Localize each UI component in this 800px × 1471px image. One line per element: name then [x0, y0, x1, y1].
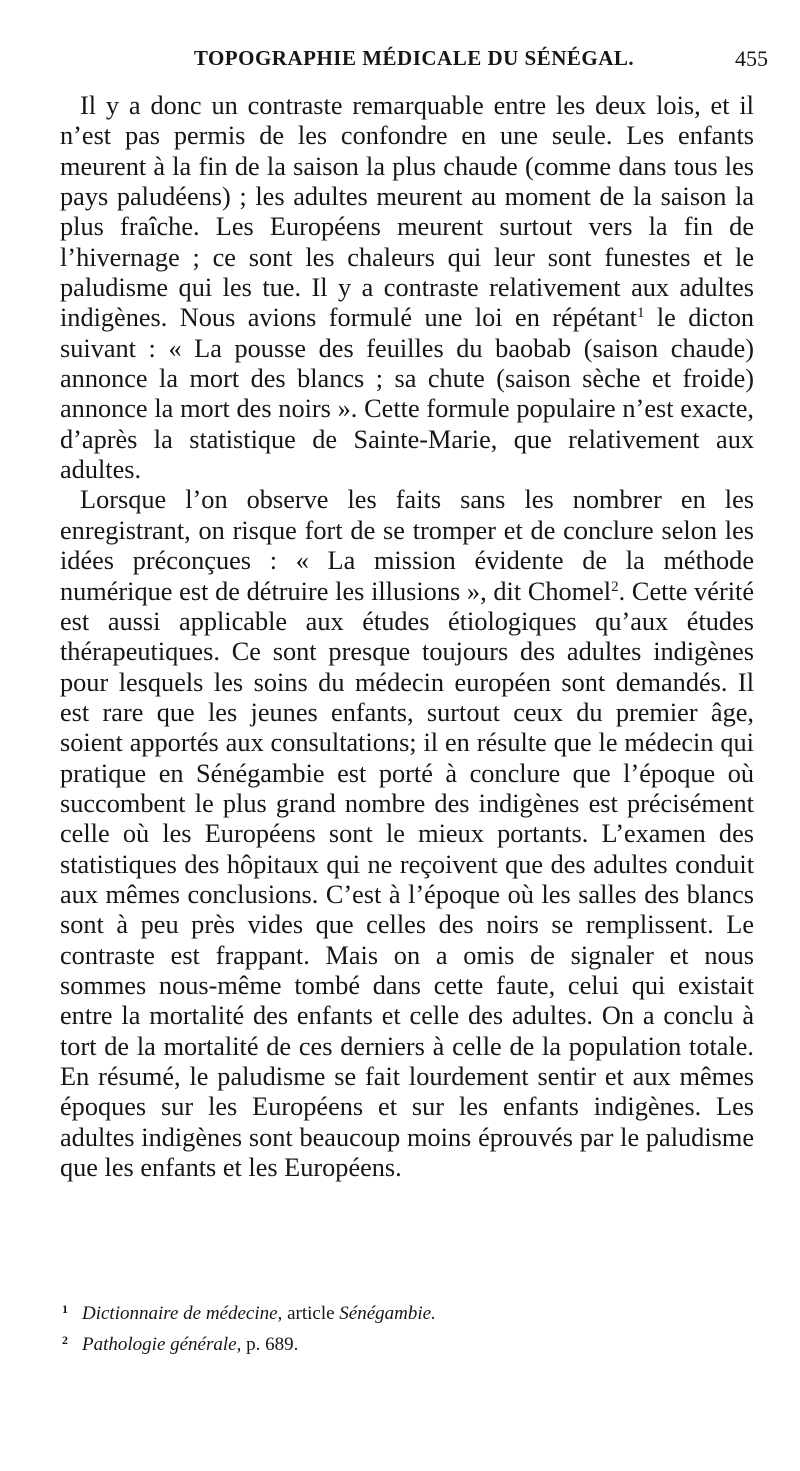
footnote-ref-2: 2	[611, 578, 619, 595]
paragraph-2	[60, 485, 754, 1183]
footnote-1	[62, 1296, 762, 1327]
footnote-title: Pathologie générale,	[82, 1334, 242, 1355]
footnote-text: p. 689.	[241, 1334, 299, 1355]
footnote-ref-1: 1	[636, 305, 645, 322]
paragraph-1-text-b: le dicton suivant : « La pousse des feuilles du baobab (saison chaude) annonce la mort des blancs ; sa chute (saison sèche et froide) annonce la mort des noirs ». Cette formule populaire n’est exacte, d’après la statistique de Sainte-Marie, que relativement aux adultes.	[60, 303, 754, 485]
paragraph-2-text-a: Lorsque l’on observe les faits sans les nombrer en les enregistrant, on risque fort de se tromper et de conclure selon les idées préconçues : « La mission évidente de la méthode numérique est de détruire les illusions », dit Chomel	[60, 485, 754, 606]
footnote-2	[62, 1327, 762, 1358]
paragraph-1	[60, 91, 754, 485]
footnote-text: article	[282, 1303, 340, 1324]
running-head	[60, 46, 768, 76]
running-title: TOPOGRAPHIE MÉDICALE DU SÉNÉGAL.	[193, 46, 635, 70]
footnote-title: Dictionnaire de médecine,	[82, 1303, 283, 1324]
page-number: 455	[735, 46, 768, 71]
paragraph-2-text-b: . Cette vérité est aussi applicable aux études étiologiques qu’aux études thérapeutiques. Ce sont presque toujours des adultes indigènes pour lesquels les soins du médecin européen sont demandés. Il est rare que les jeunes enfants, surtout ceux du premier âge, soient apportés aux consultations; il en résulte que le médecin qui pratique en Sénégambie est porté à conclure que l’époque où succombent le plus grand nombre des indigènes est précisément celle où les Européens sont le mieux portants. L’examen des statistiques des hôpitaux qui ne reçoivent que des adultes conduit aux mêmes conclusions. C’est à l’époque où les salles des blancs sont à peu près vides que celles des noirs se remplissent. Le contraste est frappant. Mais on a omis de signaler et nous sommes nous-même tombé dans cette faute, celui qui existait entre la mortalité des enfants et celle des adultes. On a conclu à tort de la mortalité de ces derniers à celle de la population totale. En résumé, le paludisme se fait lourdement sentir et aux mêmes époques sur les Européens et sur les enfants indigènes. Les adultes indigènes sont beaucoup moins éprouvés par le paludisme que les enfants et les Européens.	[60, 576, 754, 1183]
paragraph-1-text-a: Il y a donc un contraste remarquable entre les deux lois, et il n’est pas permis de les confondre en une seule. Les enfants meurent à la fin de la saison la plus chaude (comme dans tous les pays paludéens) ; les adultes meurent au moment de la saison la plus fraîche. Les Européens meurent surtout vers la fin de l’hivernage ; ce sont les chaleurs qui leur sont funestes et le paludisme qui les tue. Il y a contraste relativement aux adultes indigènes. Nous avions formulé une loi en répétant	[60, 91, 754, 333]
footnote-title-2: Sénégambie.	[339, 1303, 436, 1324]
footnote-marker: 1	[62, 1302, 68, 1316]
footnotes	[62, 1296, 762, 1358]
footnote-marker: 2	[62, 1333, 68, 1347]
body-text	[60, 91, 754, 1183]
